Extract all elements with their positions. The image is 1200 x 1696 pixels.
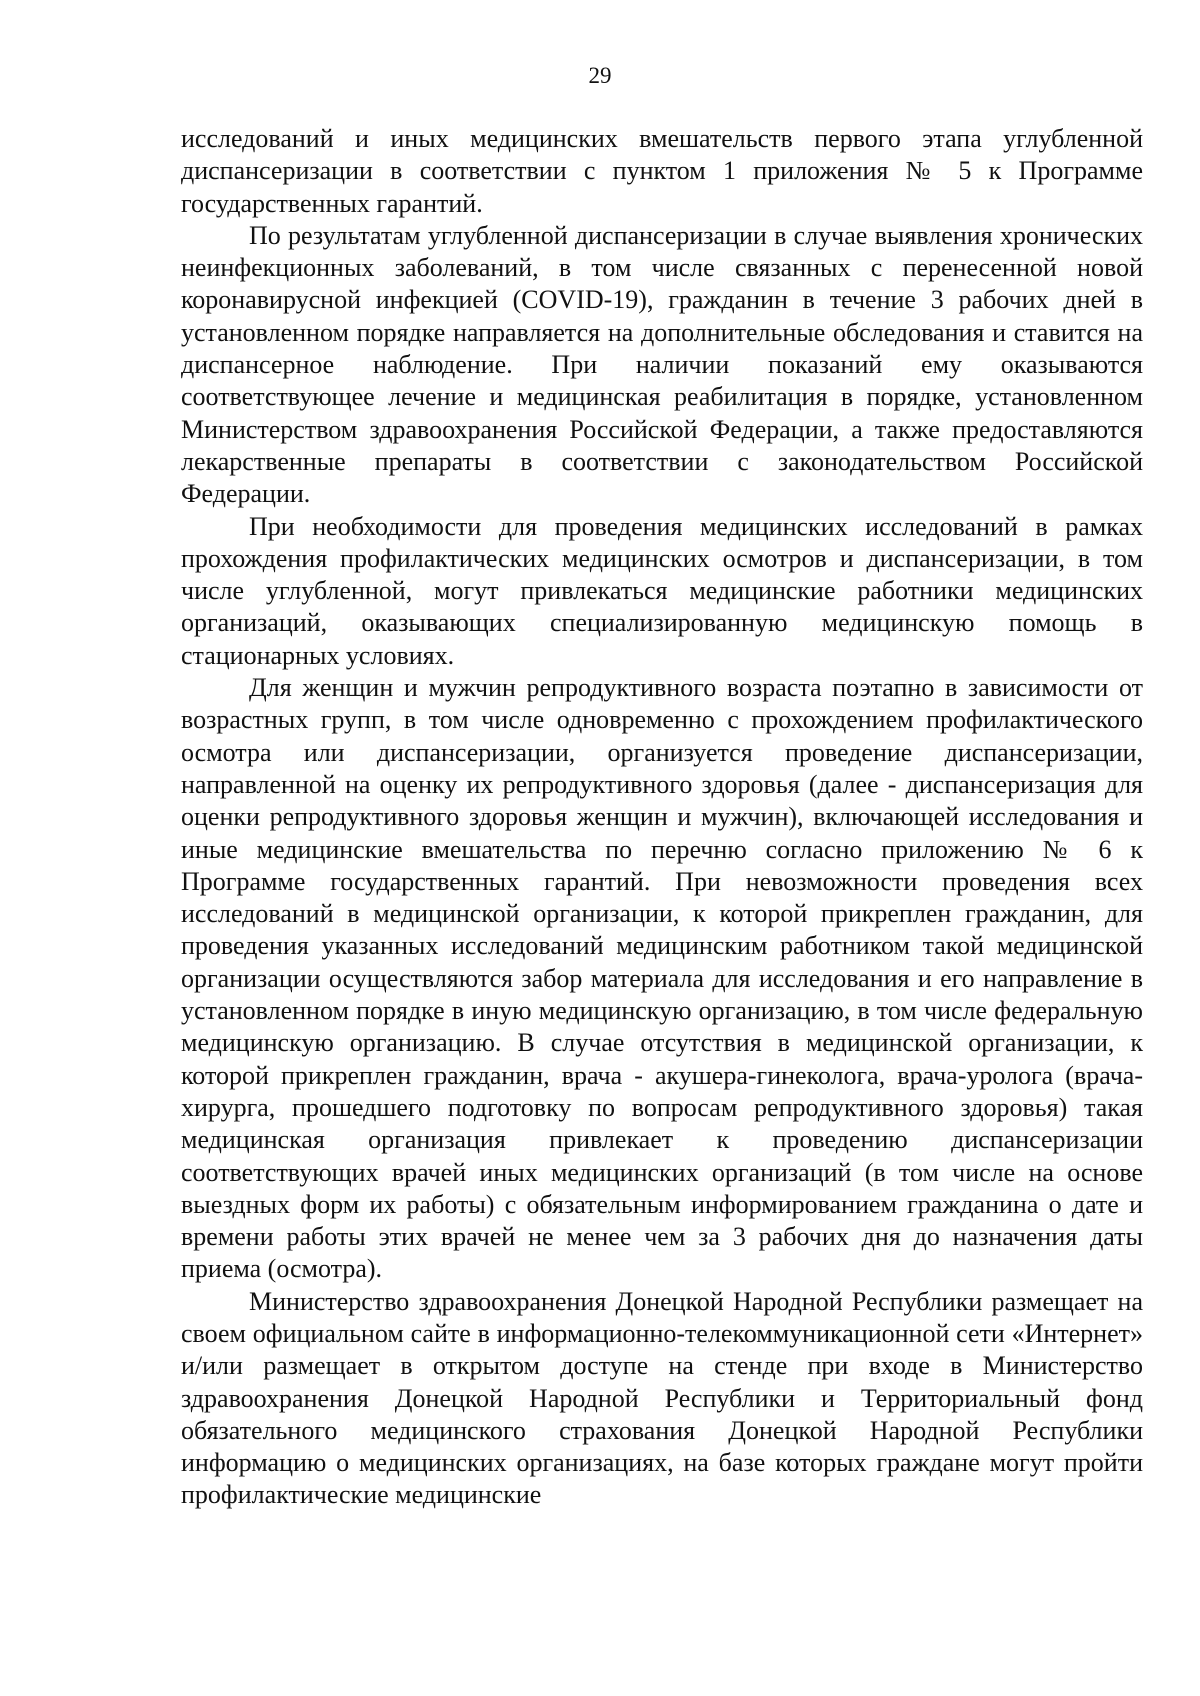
paragraph: Министерство здравоохранения Донецкой Народной Республики размещает на своем официальном сайте в информационно-телекоммуникационной сети «Интернет» и/или размещает в открытом доступе на стенде при входе в Министерство здравоохранения Донецкой Народной Республики и Территориальный фонд обязательного медицинского страхования Донецкой Народной Республики информацию о медицинских организациях, на базе которых граждане могут пройти профилактические медицинские	[181, 1286, 1143, 1510]
paragraph: Для женщин и мужчин репродуктивного возраста поэтапно в зависимости от возрастных групп, в том числе одновременно с прохождением профилактического осмотра или диспансеризации, организуется проведение диспансеризации, направленной на оценку их репродуктивного здоровья (далее - диспансеризация для оценки репродуктивного здоровья женщин и мужчин), включающей исследования и иные медицинские вмешательства по перечню согласно приложению № 6 к Программе государственных гарантий. При невозможности проведения всех исследований в медицинской организации, к которой прикреплен гражданин, для проведения указанных исследований медицинским работником такой медицинской организации осуществляются забор материала для исследования и его направление в установленном порядке в иную медицинскую организацию, в том числе федеральную медицинскую организацию. В случае отсутствия в медицинской организации, к которой прикреплен гражданин, врача - акушера-гинеколога, врача-уролога (врача-хирурга, прошедшего подготовку по вопросам репродуктивного здоровья) такая медицинская организация привлекает к проведению диспансеризации соответствующих врачей иных медицинских организаций (в том числе на основе выездных форм их работы) с обязательным информированием гражданина о дате и времени работы этих врачей не менее чем за 3 рабочих дня до назначения даты приема (осмотра).	[181, 673, 1143, 1284]
page-number: 29	[588, 63, 612, 88]
paragraph: При необходимости для проведения медицинских исследований в рамках прохождения профилактических медицинских осмотров и диспансеризации, в том числе углубленной, могут привлекаться медицинские работники медицинских организаций, оказывающих специализированную медицинскую помощь в стационарных условиях.	[181, 511, 1143, 670]
paragraph: По результатам углубленной диспансеризации в случае выявления хронических неинфекционных заболеваний, в том числе связанных с перенесенной новой коронавирусной инфекцией (COVID-19), гражданин в течение 3 рабочих дней в установленном порядке направляется на дополнительные обследования и ставится на диспансерное наблюдение. При наличии показаний ему оказываются соответствующее лечение и медицинская реабилитация в порядке, установленном Министерством здравоохранения Российской Федерации, а также предоставляются лекарственные препараты в соответствии с законодательством Российской Федерации.	[181, 220, 1143, 509]
paragraph-continuation: исследований и иных медицинских вмешательств первого этапа углубленной диспансеризации в соответствии с пунктом 1 приложения № 5 к Программе государственных гарантий.	[181, 124, 1143, 218]
document-body	[181, 123, 1143, 1512]
